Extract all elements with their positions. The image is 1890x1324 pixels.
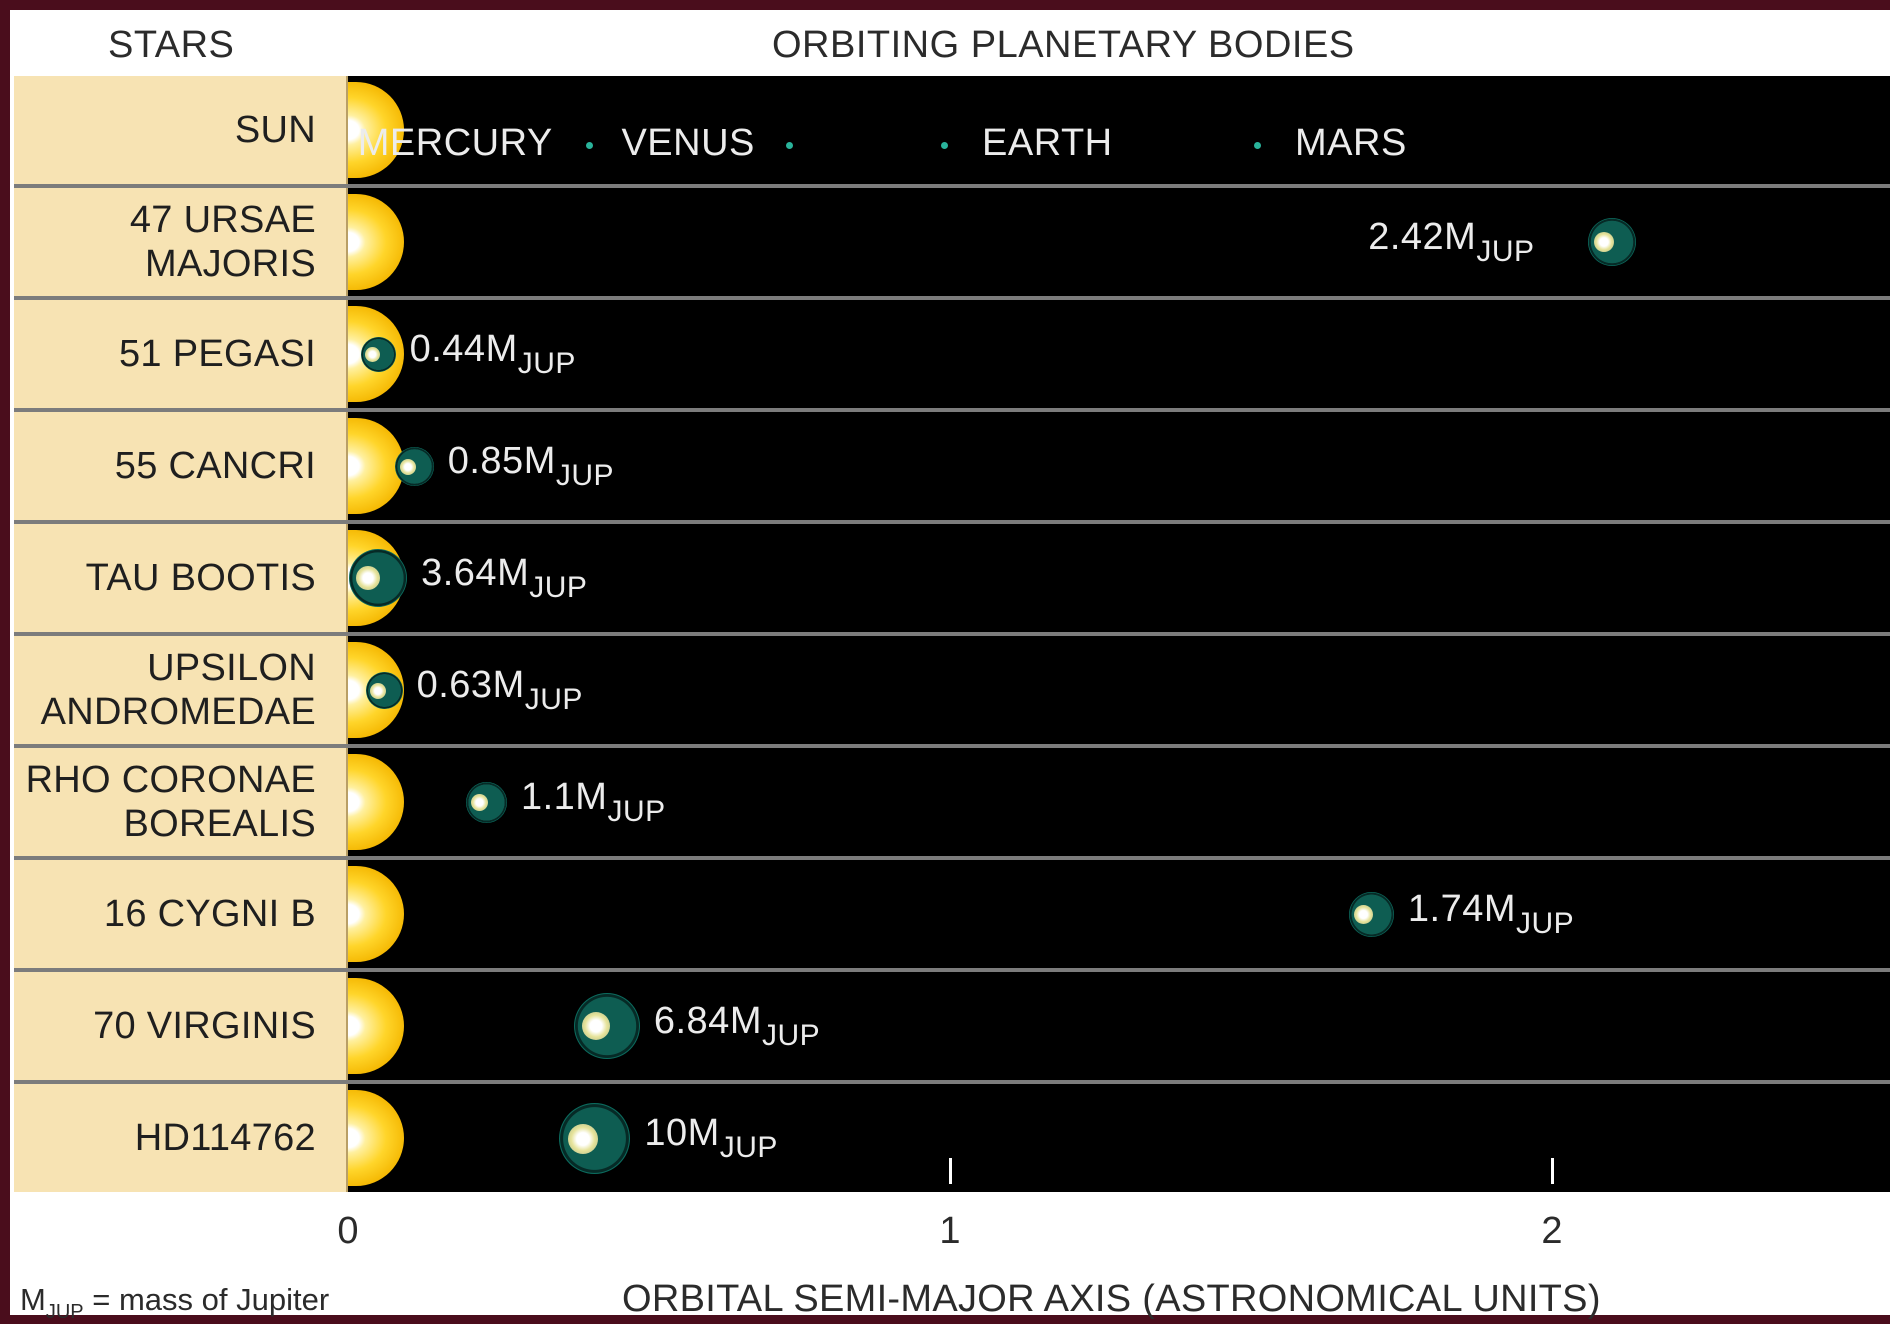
exoplanet-core	[582, 1012, 610, 1040]
planet-mass-label	[654, 1000, 820, 1053]
mass-unit: M	[1444, 216, 1477, 258]
row-divider	[14, 1080, 1890, 1084]
star-name: RHO CORONAE BOREALIS	[25, 759, 316, 845]
mass-unit-sub: JUP	[719, 1131, 778, 1164]
mass-value: 10	[644, 1112, 688, 1154]
mass-value: 2.42	[1368, 216, 1445, 258]
exoplanet-icon	[1349, 892, 1394, 937]
planet-mass-label	[644, 1112, 778, 1165]
axis-tick-label: 1	[939, 1210, 961, 1252]
note-unit-sub: JUP	[45, 1301, 84, 1323]
star-label-cell	[14, 300, 348, 408]
exoplanet-icon	[466, 782, 507, 823]
mass-unit: M	[729, 1000, 762, 1042]
system-row	[10, 188, 1890, 296]
mass-unit-sub: JUP	[761, 1019, 821, 1052]
mass-value: 0.85	[447, 440, 524, 482]
earth-label: EARTH	[982, 122, 1113, 164]
mars-dot	[1254, 142, 1261, 149]
star-name: 70 VIRGINIS	[93, 1005, 316, 1047]
star-name: HD114762	[134, 1117, 316, 1159]
exoplanet-icon	[349, 549, 407, 607]
mass-unit-sub: JUP	[1476, 235, 1535, 268]
system-row	[10, 860, 1890, 968]
star-label-cell	[14, 412, 348, 520]
orbit-band	[348, 76, 1890, 184]
exoplanet-core	[471, 794, 488, 811]
row-divider	[14, 520, 1890, 524]
mars-label: MARS	[1295, 122, 1407, 164]
star-label-cell	[14, 860, 348, 968]
axis-tick	[1551, 1158, 1554, 1184]
mass-unit-note	[20, 1282, 329, 1324]
row-divider	[14, 296, 1890, 300]
stars-header: STARS	[108, 24, 235, 66]
mass-unit-sub: JUP	[607, 795, 666, 828]
planet-mass-label	[410, 328, 576, 381]
star-label-cell	[14, 636, 348, 744]
row-divider	[14, 968, 1890, 972]
planet-mass-label	[521, 776, 666, 829]
note-text: = mass of Jupiter	[83, 1282, 330, 1317]
mass-unit: M	[492, 664, 525, 706]
exoplanet-icon	[395, 447, 434, 486]
planet-mass-label	[1408, 888, 1574, 941]
star-label-cell	[14, 1084, 348, 1192]
exoplanet-icon	[559, 1103, 630, 1174]
mass-value: 0.63	[416, 664, 493, 706]
axis-tick-label: 2	[1541, 1210, 1563, 1252]
earth-dot	[941, 142, 948, 149]
orbit-band	[348, 188, 1890, 296]
row-divider	[14, 184, 1890, 188]
mass-value: 1.74	[1407, 888, 1484, 930]
mass-value: 1.1	[520, 776, 576, 818]
note-unit-main: M	[20, 1282, 46, 1317]
star-name: 51 PEGASI	[118, 333, 316, 375]
star-label-cell	[14, 188, 348, 296]
planet-mass-label	[1368, 216, 1534, 269]
system-row	[10, 300, 1890, 408]
star-label-cell	[14, 748, 348, 856]
row-divider	[14, 744, 1890, 748]
star-name: 16 CYGNI B	[103, 893, 316, 935]
system-row	[10, 972, 1890, 1080]
orbiting-bodies-header: ORBITING PLANETARY BODIES	[772, 24, 1355, 66]
mass-unit-sub: JUP	[1516, 907, 1575, 940]
exoplanet-core	[568, 1124, 598, 1154]
mass-unit: M	[1483, 888, 1517, 930]
axis-tick	[949, 1158, 952, 1184]
star-name: TAU BOOTIS	[85, 557, 316, 599]
exoplanet-core	[1354, 905, 1373, 924]
mercury-label: MERCURY	[357, 122, 553, 164]
mass-unit: M	[485, 328, 518, 370]
mass-unit: M	[687, 1112, 720, 1154]
exoplanet-icon	[361, 337, 396, 372]
row-divider	[14, 408, 1890, 412]
exoplanet-core	[365, 347, 380, 362]
venus-label: VENUS	[621, 122, 755, 164]
mass-unit: M	[575, 776, 608, 818]
planet-mass-label	[421, 552, 587, 605]
system-row	[10, 524, 1890, 632]
exoplanet-icon	[1588, 218, 1636, 266]
star-label-cell	[14, 76, 348, 184]
star-name: 47 URSAE MAJORIS	[129, 199, 316, 285]
star-name: 55 CANCRI	[114, 445, 316, 487]
star-label-cell	[14, 972, 348, 1080]
mass-unit-sub: JUP	[529, 571, 588, 604]
row-divider	[14, 856, 1890, 860]
x-axis-label: ORBITAL SEMI-MAJOR AXIS (ASTRONOMICAL UNITS)	[622, 1278, 1601, 1320]
axis-tick-label: 0	[337, 1210, 359, 1252]
star-name: UPSILON ANDROMEDAE	[40, 647, 316, 733]
system-row	[10, 748, 1890, 856]
mass-unit: M	[497, 552, 530, 594]
diagram-canvas	[10, 10, 1890, 1323]
star-name: SUN	[234, 109, 316, 151]
mass-value: 0.44	[409, 328, 486, 370]
mercury-dot	[586, 142, 593, 149]
exoplanet-core	[356, 566, 380, 590]
mass-value: 3.64	[421, 552, 498, 594]
exoplanet-core	[400, 459, 416, 475]
mass-value: 6.84	[653, 1000, 730, 1042]
exoplanet-icon	[366, 672, 403, 709]
orbit-band	[348, 860, 1890, 968]
row-divider	[14, 632, 1890, 636]
system-row	[10, 636, 1890, 744]
exoplanet-core	[370, 683, 386, 699]
mass-unit: M	[523, 440, 556, 482]
mass-unit-sub: JUP	[524, 683, 583, 716]
star-label-cell	[14, 524, 348, 632]
planet-mass-label	[417, 664, 583, 717]
mass-unit-sub: JUP	[555, 459, 615, 492]
orbit-band	[348, 300, 1890, 408]
system-row	[10, 76, 1890, 184]
mass-unit-sub: JUP	[517, 347, 576, 380]
exoplanet-core	[1594, 232, 1614, 252]
planet-mass-label	[448, 440, 614, 493]
exoplanet-icon	[574, 993, 640, 1059]
system-row	[10, 412, 1890, 520]
